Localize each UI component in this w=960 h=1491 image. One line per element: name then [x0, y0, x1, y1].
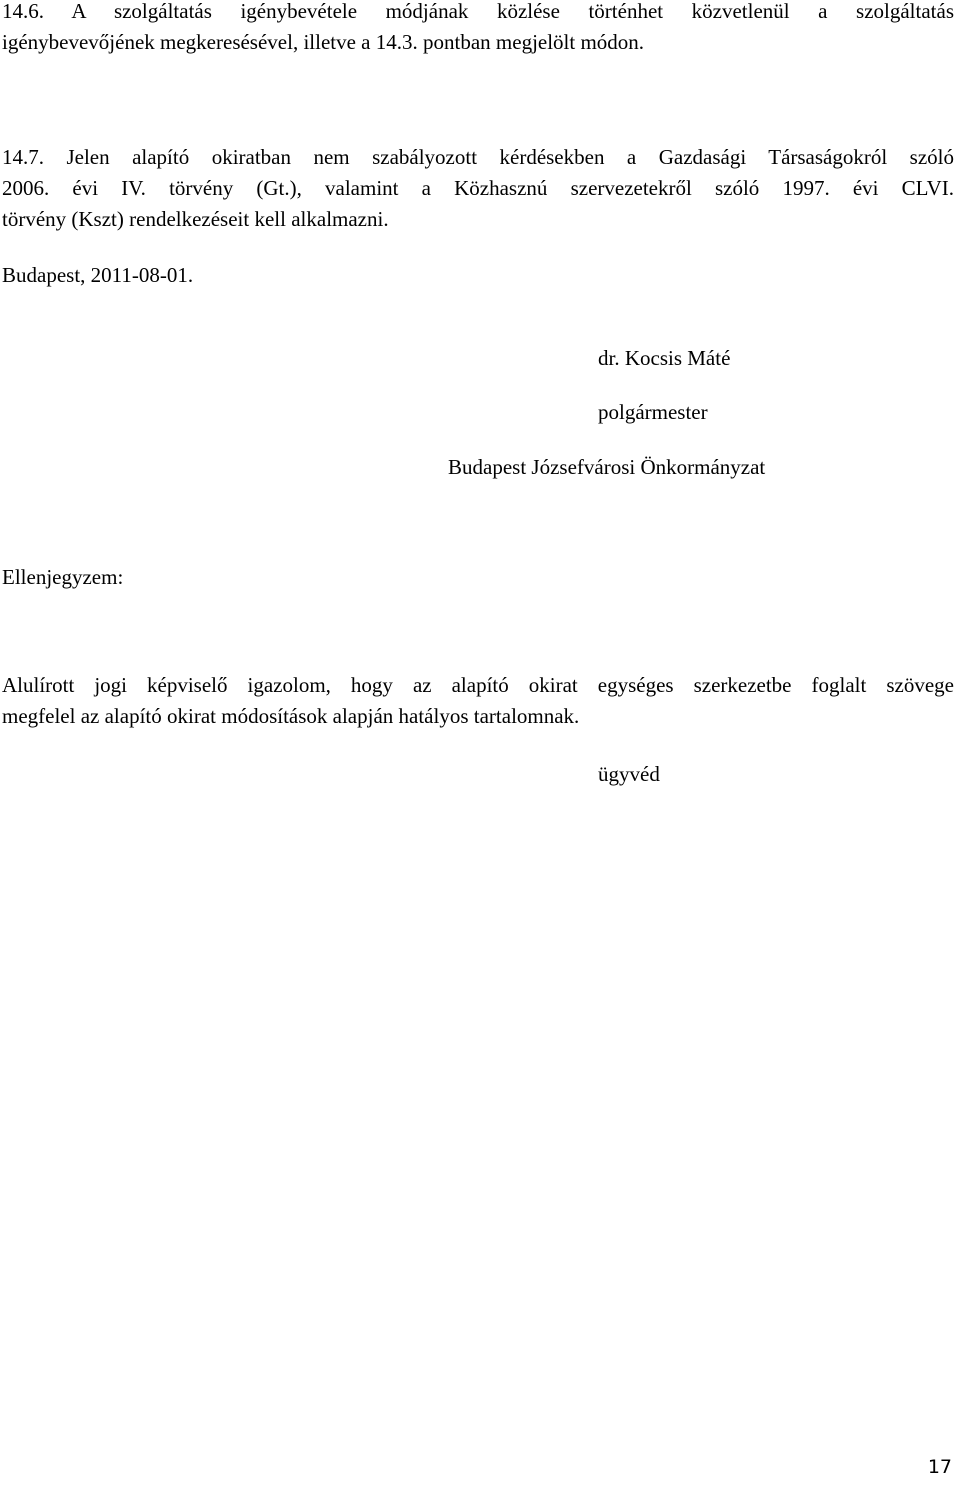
certification-line-1: Alulírott jogi képviselő igazolom, hogy az alapító okirat egységes szerkezetbe foglalt szövege — [2, 673, 954, 697]
section-14-6 — [2, 0, 954, 58]
certification-line-2: megfelel az alapító okirat módosítások alapján hatályos tartalomnak. — [2, 704, 580, 728]
section-14-7-line-2: 2006. évi IV. törvény (Gt.), valamint a Közhasznú szervezetekről szóló 1997. évi CLVI. — [2, 176, 954, 200]
section-14-6-line-1: 14.6. A szolgáltatás igénybevétele módjának közlése történhet közvetlenül a szolgáltatás — [2, 0, 954, 23]
place-date: Budapest, 2011-08-01. — [2, 263, 194, 287]
section-14-7-line-1: 14.7. Jelen alapító okiratban nem szabályozott kérdésekben a Gazdasági Társaságokról szóló — [2, 145, 954, 169]
lawyer-title: ügyvéd — [598, 762, 660, 786]
countersign-label: Ellenjegyzem: — [2, 565, 124, 589]
signatory-title: polgármester — [598, 400, 708, 424]
section-14-7-line-3: törvény (Kszt) rendelkezéseit kell alkalmazni. — [2, 207, 389, 231]
page-number: 17 — [927, 1456, 952, 1478]
section-14-6-line-2: igénybevevőjének megkeresésével, illetve a 14.3. pontban megjelölt módon. — [2, 30, 645, 54]
section-14-7 — [2, 142, 954, 235]
signatory-name: dr. Kocsis Máté — [598, 346, 731, 370]
certification-paragraph — [2, 670, 954, 732]
signatory-organization: Budapest Józsefvárosi Önkormányzat — [448, 455, 766, 479]
